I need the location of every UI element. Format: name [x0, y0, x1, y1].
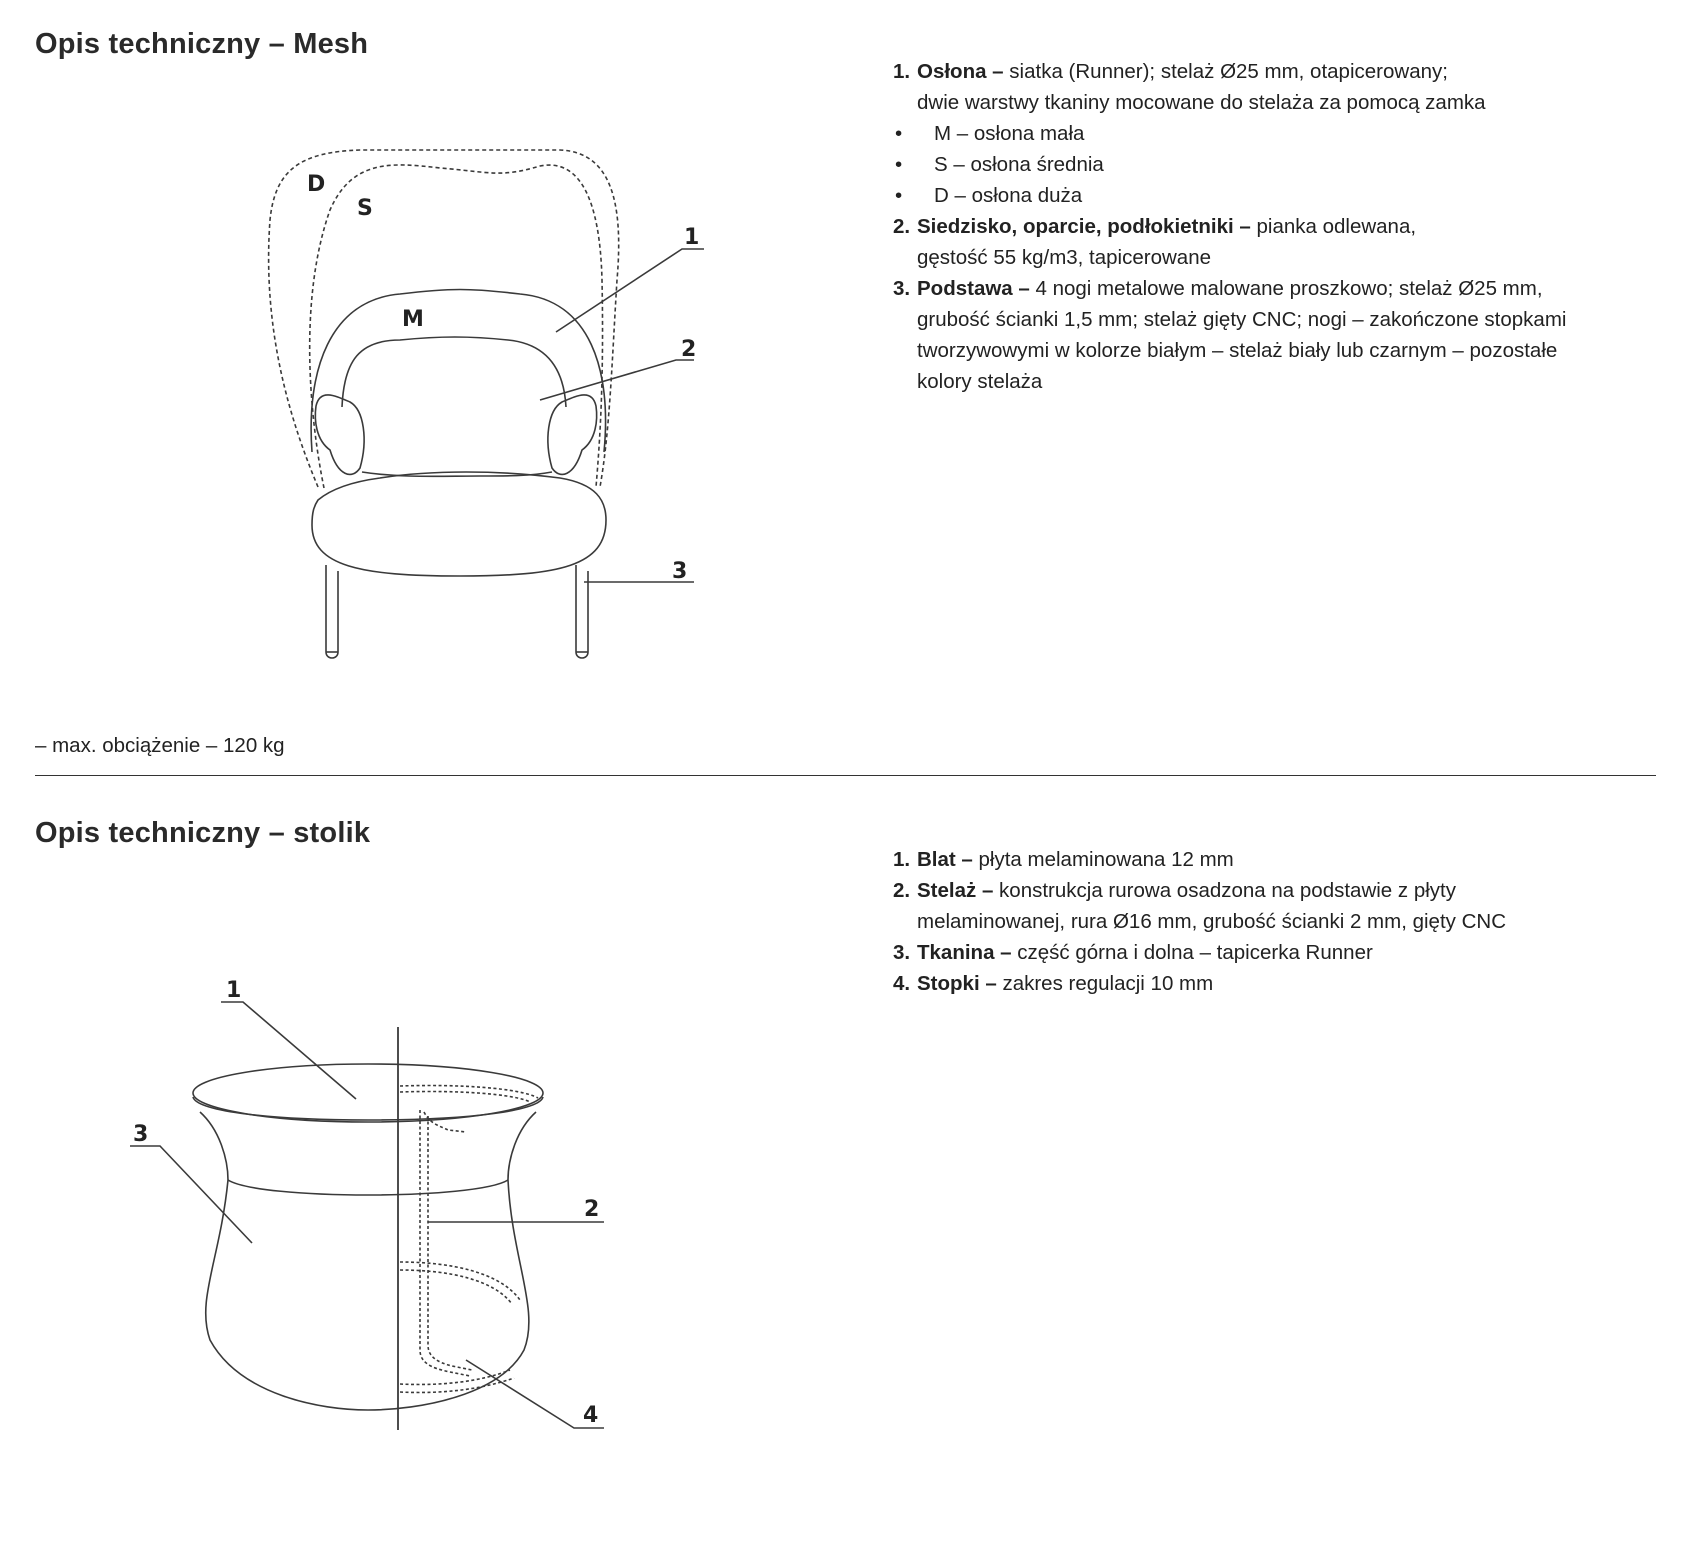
- max-load-note: – max. obciążenie – 120 kg: [35, 734, 285, 757]
- item-text: część górna i dolna – tapicerka Runner: [1011, 941, 1373, 964]
- tabletop-rim: [193, 1097, 543, 1120]
- item-number: 1.: [893, 60, 911, 83]
- callout-1-leader: [221, 1002, 356, 1099]
- item-number: 4.: [893, 972, 911, 995]
- callout-2: 2: [584, 1197, 600, 1222]
- item-text: 4 nogi metalowe malowane proszkowo; stelaż Ø25 mm,: [1029, 277, 1543, 300]
- callout-2: 2: [681, 337, 697, 362]
- mesh-item-2: [893, 211, 1673, 273]
- item-number: 2.: [893, 879, 911, 902]
- bullet-size-m: • M – osłona mała: [893, 118, 1673, 149]
- bullet-size-s: • S – osłona średnia: [893, 149, 1673, 180]
- item-name: Blat –: [917, 848, 973, 871]
- item-text: siatka (Runner); stelaż Ø25 mm, otapicerowany;: [1003, 60, 1448, 83]
- stolik-description: [893, 844, 1673, 999]
- item-name: Tkanina –: [917, 941, 1012, 964]
- size-label-d: D: [307, 172, 326, 197]
- mesh-description: [893, 56, 1673, 397]
- fabric-band: [228, 1180, 508, 1195]
- item-text: pianka odlewana,: [1250, 215, 1417, 238]
- item-continuation: gęstość 55 kg/m3, tapicerowane: [917, 246, 1211, 269]
- callout-3: 3: [672, 559, 688, 584]
- frame-tube: [400, 1086, 538, 1393]
- section-title-mesh: Opis techniczny – Mesh: [35, 28, 369, 60]
- item-continuation: grubość ścianki 1,5 mm; stelaż gięty CNC; nogi – zakończone stopkami: [917, 308, 1567, 331]
- item-continuation: dwie warstwy tkaniny mocowane do stelaża za pomocą zamka: [917, 91, 1486, 114]
- callout-3: 3: [133, 1122, 149, 1147]
- item-text: płyta melaminowana 12 mm: [972, 848, 1234, 871]
- item-name: Stopki –: [917, 972, 997, 995]
- size-label-s: S: [357, 196, 373, 221]
- stolik-item-2: [893, 875, 1673, 937]
- item-text: zakres regulacji 10 mm: [996, 972, 1214, 995]
- item-name: Stelaż –: [917, 879, 994, 902]
- item-continuation: kolory stelaża: [917, 370, 1043, 393]
- section-title-stolik: Opis techniczny – stolik: [35, 817, 371, 849]
- callout-4: 4: [583, 1403, 599, 1428]
- item-name: Podstawa –: [917, 277, 1030, 300]
- bullet-size-d: • D – osłona duża: [893, 180, 1673, 211]
- item-number: 1.: [893, 848, 911, 871]
- size-label-m: M: [402, 307, 424, 332]
- stolik-item-3: [893, 937, 1673, 968]
- table-technical-drawing: [0, 0, 700, 1547]
- item-continuation: tworzywowymi w kolorze białym – stelaż biały lub czarnym – pozostałe: [917, 339, 1558, 362]
- item-number: 3.: [893, 277, 911, 300]
- stolik-item-4: [893, 968, 1673, 999]
- item-number: 3.: [893, 941, 911, 964]
- callout-1: 1: [226, 978, 242, 1003]
- item-name: Osłona –: [917, 60, 1004, 83]
- fabric-lower: [206, 1180, 529, 1410]
- item-number: 2.: [893, 215, 911, 238]
- item-continuation: melaminowanej, rura Ø16 mm, grubość ścianki 2 mm, gięty CNC: [917, 910, 1506, 933]
- item-name: Siedzisko, oparcie, podłokietniki –: [917, 215, 1251, 238]
- callout-3-leader: [130, 1146, 252, 1243]
- callout-1: 1: [684, 225, 700, 250]
- mesh-item-3: [893, 273, 1673, 397]
- stolik-item-1: [893, 844, 1673, 875]
- mesh-item-1: [893, 56, 1673, 118]
- item-text: konstrukcja rurowa osadzona na podstawie z płyty: [993, 879, 1456, 902]
